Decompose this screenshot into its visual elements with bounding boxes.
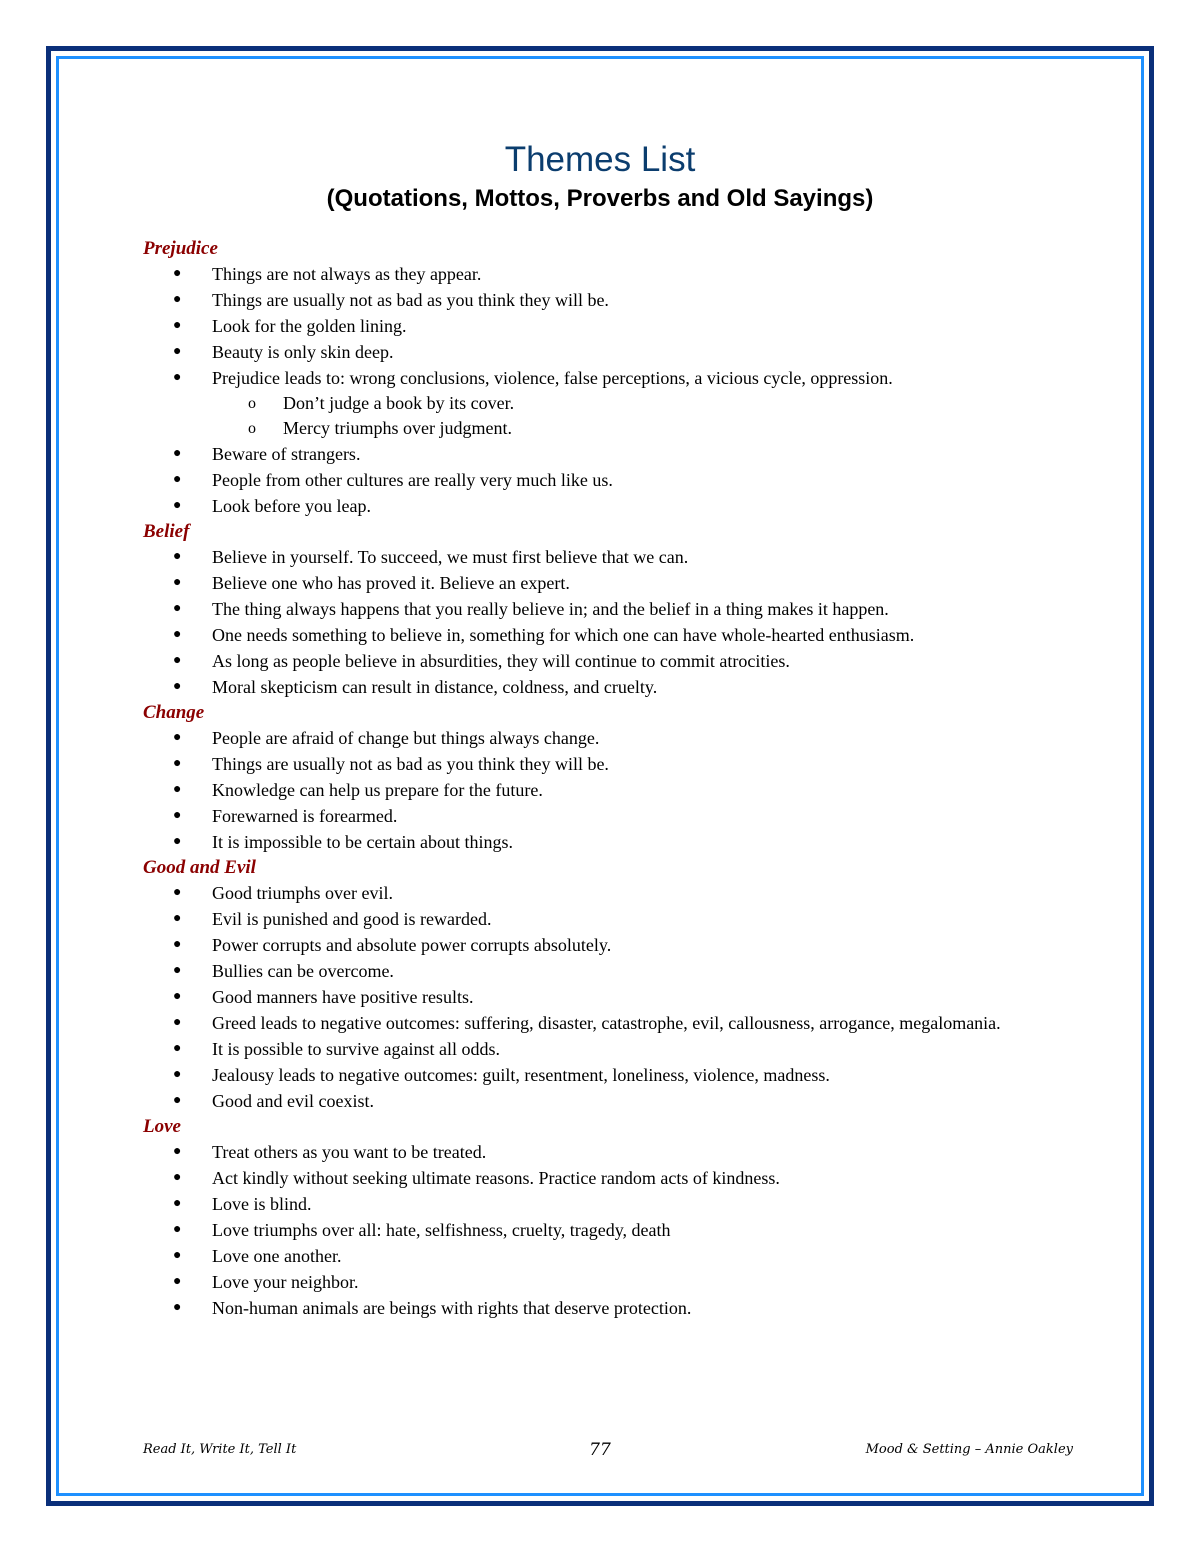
list-item-text: Jealousy leads to negative outcomes: guilt, resentment, loneliness, violence, madness. (212, 1065, 830, 1085)
list-item-text: Things are usually not as bad as you think they will be. (212, 754, 609, 774)
filled-circle-bullet-icon: ● (173, 266, 182, 281)
filled-circle-bullet-icon: ● (173, 679, 182, 694)
list-item (143, 261, 1073, 287)
list-item (143, 829, 1073, 855)
filled-circle-bullet-icon: ● (173, 653, 182, 668)
list-item (143, 1062, 1073, 1088)
filled-circle-bullet-icon: ● (173, 963, 182, 978)
page-title: Themes List (504, 140, 696, 179)
list-item-text: Beware of strangers. (212, 444, 361, 464)
filled-circle-bullet-icon: ● (173, 1041, 182, 1056)
list-item (143, 932, 1073, 958)
list-item-text: Good and evil coexist. (212, 1091, 374, 1111)
list-item-text: Things are not always as they appear. (212, 264, 482, 284)
filled-circle-bullet-icon: ● (173, 627, 182, 642)
filled-circle-bullet-icon: ● (173, 1222, 182, 1237)
filled-circle-bullet-icon: ● (173, 1093, 182, 1108)
list-item (143, 648, 1073, 674)
list-item (143, 339, 1073, 365)
filled-circle-bullet-icon: ● (173, 808, 182, 823)
filled-circle-bullet-icon: ● (173, 937, 182, 952)
list-item-text: Believe one who has proved it. Believe an expert. (212, 573, 570, 593)
filled-circle-bullet-icon: ● (173, 446, 182, 461)
filled-circle-bullet-icon: ● (173, 1170, 182, 1185)
filled-circle-bullet-icon: ● (173, 1274, 182, 1289)
filled-circle-bullet-icon: ● (173, 1248, 182, 1263)
list-item-text: Don’t judge a book by its cover. (283, 393, 515, 413)
list-item (143, 544, 1073, 570)
filled-circle-bullet-icon: ● (173, 782, 182, 797)
list-item (143, 1217, 1073, 1243)
theme-list (143, 544, 1073, 700)
theme-list (143, 880, 1073, 1114)
list-item (143, 287, 1073, 313)
footer-left: Read It, Write It, Tell It (143, 1442, 297, 1457)
filled-circle-bullet-icon: ● (173, 498, 182, 513)
list-item (143, 725, 1073, 751)
list-item-text: People are afraid of change but things always change. (212, 728, 600, 748)
themes-content (143, 236, 1073, 1321)
filled-circle-bullet-icon: ● (173, 575, 182, 590)
list-item (143, 906, 1073, 932)
list-item-text: Moral skepticism can result in distance, coldness, and cruelty. (212, 677, 658, 697)
list-item-text: Evil is punished and good is rewarded. (212, 909, 492, 929)
list-item-text: Prejudice leads to: wrong conclusions, violence, false perceptions, a vicious cycle, oppression. (212, 368, 893, 388)
list-item (143, 1010, 1073, 1036)
sub-list-item (143, 416, 1073, 441)
hollow-circle-bullet-icon: o (248, 420, 256, 437)
section-heading: Change (143, 702, 205, 723)
list-item (143, 1088, 1073, 1114)
page-number: 77 (589, 1440, 611, 1460)
list-item (143, 622, 1073, 648)
list-item (143, 596, 1073, 622)
list-item (143, 803, 1073, 829)
sub-list-item (143, 391, 1073, 416)
list-item-text: The thing always happens that you really believe in; and the belief in a thing makes it happen. (212, 599, 889, 619)
section-heading: Love (143, 1116, 181, 1137)
list-item (143, 777, 1073, 803)
list-item (143, 1165, 1073, 1191)
list-item (143, 313, 1073, 339)
filled-circle-bullet-icon: ● (173, 549, 182, 564)
list-item-text: It is possible to survive against all odds. (212, 1039, 500, 1059)
theme-list (143, 1139, 1073, 1321)
list-item (143, 958, 1073, 984)
section-heading: Prejudice (143, 238, 218, 259)
list-item (143, 467, 1073, 493)
list-item-text: Power corrupts and absolute power corrupts absolutely. (212, 935, 612, 955)
list-item (143, 984, 1073, 1010)
filled-circle-bullet-icon: ● (173, 730, 182, 745)
list-item (143, 1295, 1073, 1321)
list-item-text: Love is blind. (212, 1194, 312, 1214)
list-item-text: Greed leads to negative outcomes: suffering, disaster, catastrophe, evil, callousness, arrogance, megalomania. (212, 1013, 1001, 1033)
list-item (143, 1243, 1073, 1269)
filled-circle-bullet-icon: ● (173, 1067, 182, 1082)
filled-circle-bullet-icon: ● (173, 1196, 182, 1211)
list-item-text: Believe in yourself. To succeed, we must first believe that we can. (212, 547, 689, 567)
section-heading: Good and Evil (143, 857, 256, 878)
filled-circle-bullet-icon: ● (173, 1144, 182, 1159)
filled-circle-bullet-icon: ● (173, 989, 182, 1004)
filled-circle-bullet-icon: ● (173, 601, 182, 616)
list-item-text: Mercy triumphs over judgment. (283, 418, 512, 438)
list-item-text: Good manners have positive results. (212, 987, 474, 1007)
list-item-text: As long as people believe in absurdities, they will continue to commit atrocities. (212, 651, 790, 671)
filled-circle-bullet-icon: ● (173, 1300, 182, 1315)
filled-circle-bullet-icon: ● (173, 756, 182, 771)
filled-circle-bullet-icon: ● (173, 344, 182, 359)
list-item (143, 751, 1073, 777)
list-item-text: Look for the golden lining. (212, 316, 407, 336)
list-item-text: Beauty is only skin deep. (212, 342, 394, 362)
page-subtitle: (Quotations, Mottos, Proverbs and Old Sayings) (326, 185, 874, 212)
list-item (143, 1269, 1073, 1295)
list-item-text: People from other cultures are really very much like us. (212, 470, 613, 490)
list-item (143, 1036, 1073, 1062)
theme-list (143, 261, 1073, 519)
list-item-text: Bullies can be overcome. (212, 961, 394, 981)
list-item-text: Knowledge can help us prepare for the future. (212, 780, 543, 800)
filled-circle-bullet-icon: ● (173, 318, 182, 333)
list-item-text: Love one another. (212, 1246, 342, 1266)
list-item-text: Love your neighbor. (212, 1272, 359, 1292)
list-item (143, 365, 1073, 391)
list-item-text: It is impossible to be certain about things. (212, 832, 513, 852)
filled-circle-bullet-icon: ● (173, 1015, 182, 1030)
list-item (143, 570, 1073, 596)
filled-circle-bullet-icon: ● (173, 911, 182, 926)
list-item-text: Act kindly without seeking ultimate reasons. Practice random acts of kindness. (212, 1168, 780, 1188)
theme-list (143, 725, 1073, 855)
footer-right: Mood & Setting – Annie Oakley (865, 1442, 1073, 1457)
section-heading: Belief (143, 521, 190, 542)
list-item-text: Treat others as you want to be treated. (212, 1142, 487, 1162)
hollow-circle-bullet-icon: o (248, 395, 256, 412)
list-item-text: Forewarned is forearmed. (212, 806, 398, 826)
list-item-text: Good triumphs over evil. (212, 883, 393, 903)
list-item (143, 674, 1073, 700)
filled-circle-bullet-icon: ● (173, 472, 182, 487)
list-item (143, 441, 1073, 467)
list-item (143, 1139, 1073, 1165)
filled-circle-bullet-icon: ● (173, 370, 182, 385)
list-item-text: Non-human animals are beings with rights that deserve protection. (212, 1298, 692, 1318)
list-item (143, 1191, 1073, 1217)
list-item-text: Things are usually not as bad as you think they will be. (212, 290, 609, 310)
filled-circle-bullet-icon: ● (173, 834, 182, 849)
list-item-text: One needs something to believe in, something for which one can have whole-hearted enthusiasm. (212, 625, 915, 645)
filled-circle-bullet-icon: ● (173, 292, 182, 307)
list-item (143, 880, 1073, 906)
list-item-text: Love triumphs over all: hate, selfishness, cruelty, tragedy, death (212, 1220, 671, 1240)
list-item (143, 493, 1073, 519)
list-item-text: Look before you leap. (212, 496, 371, 516)
filled-circle-bullet-icon: ● (173, 885, 182, 900)
